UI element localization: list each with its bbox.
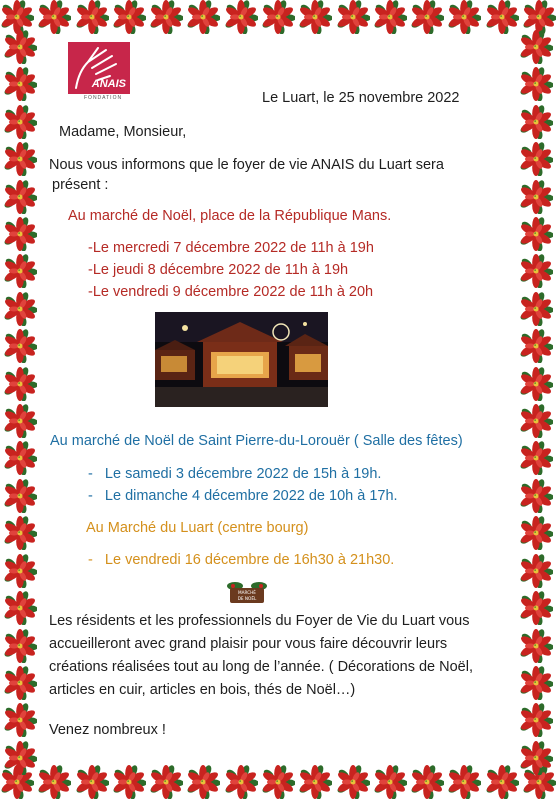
poinsettia-icon — [519, 329, 553, 363]
poinsettia-icon — [410, 765, 444, 799]
poinsettia-icon — [3, 105, 37, 139]
poinsettia-icon — [3, 180, 37, 214]
poinsettia-icon — [519, 367, 553, 401]
poinsettia-icon — [3, 516, 37, 550]
poinsettia-icon — [112, 0, 146, 34]
border-left — [0, 30, 40, 775]
closing-line: Les résidents et les professionnels du Foyer de Vie du Luart vous — [49, 613, 470, 629]
poinsettia-icon — [149, 765, 183, 799]
poinsettia-icon — [3, 629, 37, 663]
poinsettia-icon — [186, 0, 220, 34]
salutation: Madame, Monsieur, — [59, 124, 187, 140]
poinsettia-icon — [519, 180, 553, 214]
sign-text-bottom: DE NOËL — [237, 596, 257, 601]
poinsettia-icon — [149, 0, 183, 34]
poinsettia-icon — [3, 441, 37, 475]
poinsettia-icon — [37, 0, 71, 34]
poinsettia-icon — [336, 765, 370, 799]
poinsettia-icon — [519, 479, 553, 513]
signoff: Venez nombreux ! — [49, 722, 166, 738]
poinsettia-icon — [519, 741, 553, 775]
market2-date: - Le samedi 3 décembre 2022 de 15h à 19h. — [88, 466, 382, 482]
poinsettia-icon — [3, 142, 37, 176]
poinsettia-icon — [75, 0, 109, 34]
poinsettia-icon — [519, 516, 553, 550]
poinsettia-icon — [261, 765, 295, 799]
logo-text: ANAIS — [91, 78, 126, 90]
poinsettia-icon — [519, 30, 553, 64]
poinsettia-icon — [519, 554, 553, 588]
poinsettia-icon — [3, 666, 37, 700]
poinsettia-icon — [447, 0, 481, 34]
market1-date: -Le mercredi 7 décembre 2022 de 11h à 19h — [88, 240, 374, 256]
poinsettia-icon — [519, 217, 553, 251]
poinsettia-icon — [519, 254, 553, 288]
market-sign-icon — [227, 580, 267, 606]
poinsettia-icon — [519, 441, 553, 475]
poinsettia-icon — [519, 703, 553, 737]
poinsettia-icon — [485, 765, 519, 799]
intro-line: présent : — [52, 177, 109, 193]
border-top — [0, 0, 556, 40]
closing-line: créations réalisées tout au long de l’année. ( Décorations de Noël, — [49, 659, 473, 675]
poinsettia-icon — [373, 0, 407, 34]
poinsettia-icon — [485, 0, 519, 34]
poinsettia-icon — [519, 142, 553, 176]
logo-badge — [68, 42, 130, 94]
poinsettia-icon — [0, 0, 34, 34]
poinsettia-icon — [519, 292, 553, 326]
logo-subtext: FONDATION — [84, 95, 123, 101]
closing-line: articles en cuir, articles en bois, thés de Noël…) — [49, 682, 356, 698]
border-right — [516, 30, 556, 775]
poinsettia-icon — [112, 765, 146, 799]
poinsettia-icon — [3, 703, 37, 737]
poinsettia-icon — [37, 765, 71, 799]
market3-title: Au Marché du Luart (centre bourg) — [86, 520, 309, 536]
poinsettia-icon — [224, 765, 258, 799]
christmas-market-photo — [155, 312, 328, 407]
market3-date: - Le vendredi 16 décembre de 16h30 à 21h30. — [88, 552, 395, 568]
border-bottom — [0, 765, 556, 805]
anais-logo — [68, 42, 130, 100]
poinsettia-icon — [298, 765, 332, 799]
closing-line: accueilleront avec grand plaisir pour vous faire découvrir leurs — [49, 636, 448, 652]
poinsettia-icon — [519, 404, 553, 438]
poinsettia-icon — [3, 367, 37, 401]
poinsettia-icon — [522, 0, 556, 34]
christmas-market-sign — [227, 580, 267, 606]
market2-date: - Le dimanche 4 décembre 2022 de 10h à 17h. — [88, 488, 398, 504]
poinsettia-icon — [3, 479, 37, 513]
place-date: Le Luart, le 25 novembre 2022 — [262, 90, 460, 106]
market-stall-image — [155, 312, 328, 407]
poinsettia-icon — [410, 0, 444, 34]
poinsettia-icon — [3, 554, 37, 588]
poinsettia-icon — [261, 0, 295, 34]
poinsettia-icon — [519, 629, 553, 663]
poinsettia-icon — [3, 67, 37, 101]
poinsettia-icon — [3, 217, 37, 251]
poinsettia-icon — [3, 292, 37, 326]
market1-title: Au marché de Noël, place de la République Mans. — [68, 208, 392, 224]
market1-date: -Le vendredi 9 décembre 2022 de 11h à 20h — [88, 284, 374, 300]
poinsettia-icon — [3, 404, 37, 438]
poinsettia-icon — [3, 30, 37, 64]
poinsettia-icon — [519, 591, 553, 625]
poinsettia-icon — [447, 765, 481, 799]
poinsettia-icon — [373, 765, 407, 799]
poinsettia-icon — [519, 67, 553, 101]
poinsettia-icon — [519, 105, 553, 139]
poinsettia-icon — [3, 591, 37, 625]
market1-date: -Le jeudi 8 décembre 2022 de 11h à 19h — [88, 262, 349, 278]
poinsettia-icon — [3, 254, 37, 288]
poinsettia-icon — [3, 329, 37, 363]
poinsettia-icon — [224, 0, 258, 34]
intro-line: Nous vous informons que le foyer de vie ANAIS du Luart sera — [49, 157, 444, 173]
poinsettia-icon — [3, 741, 37, 775]
sign-text-top: MARCHÉ — [238, 590, 256, 595]
market2-title: Au marché de Noël de Saint Pierre-du-Lorouër ( Salle des fêtes) — [50, 433, 463, 449]
poinsettia-icon — [519, 666, 553, 700]
poinsettia-icon — [186, 765, 220, 799]
poinsettia-icon — [75, 765, 109, 799]
poinsettia-icon — [336, 0, 370, 34]
poinsettia-icon — [298, 0, 332, 34]
